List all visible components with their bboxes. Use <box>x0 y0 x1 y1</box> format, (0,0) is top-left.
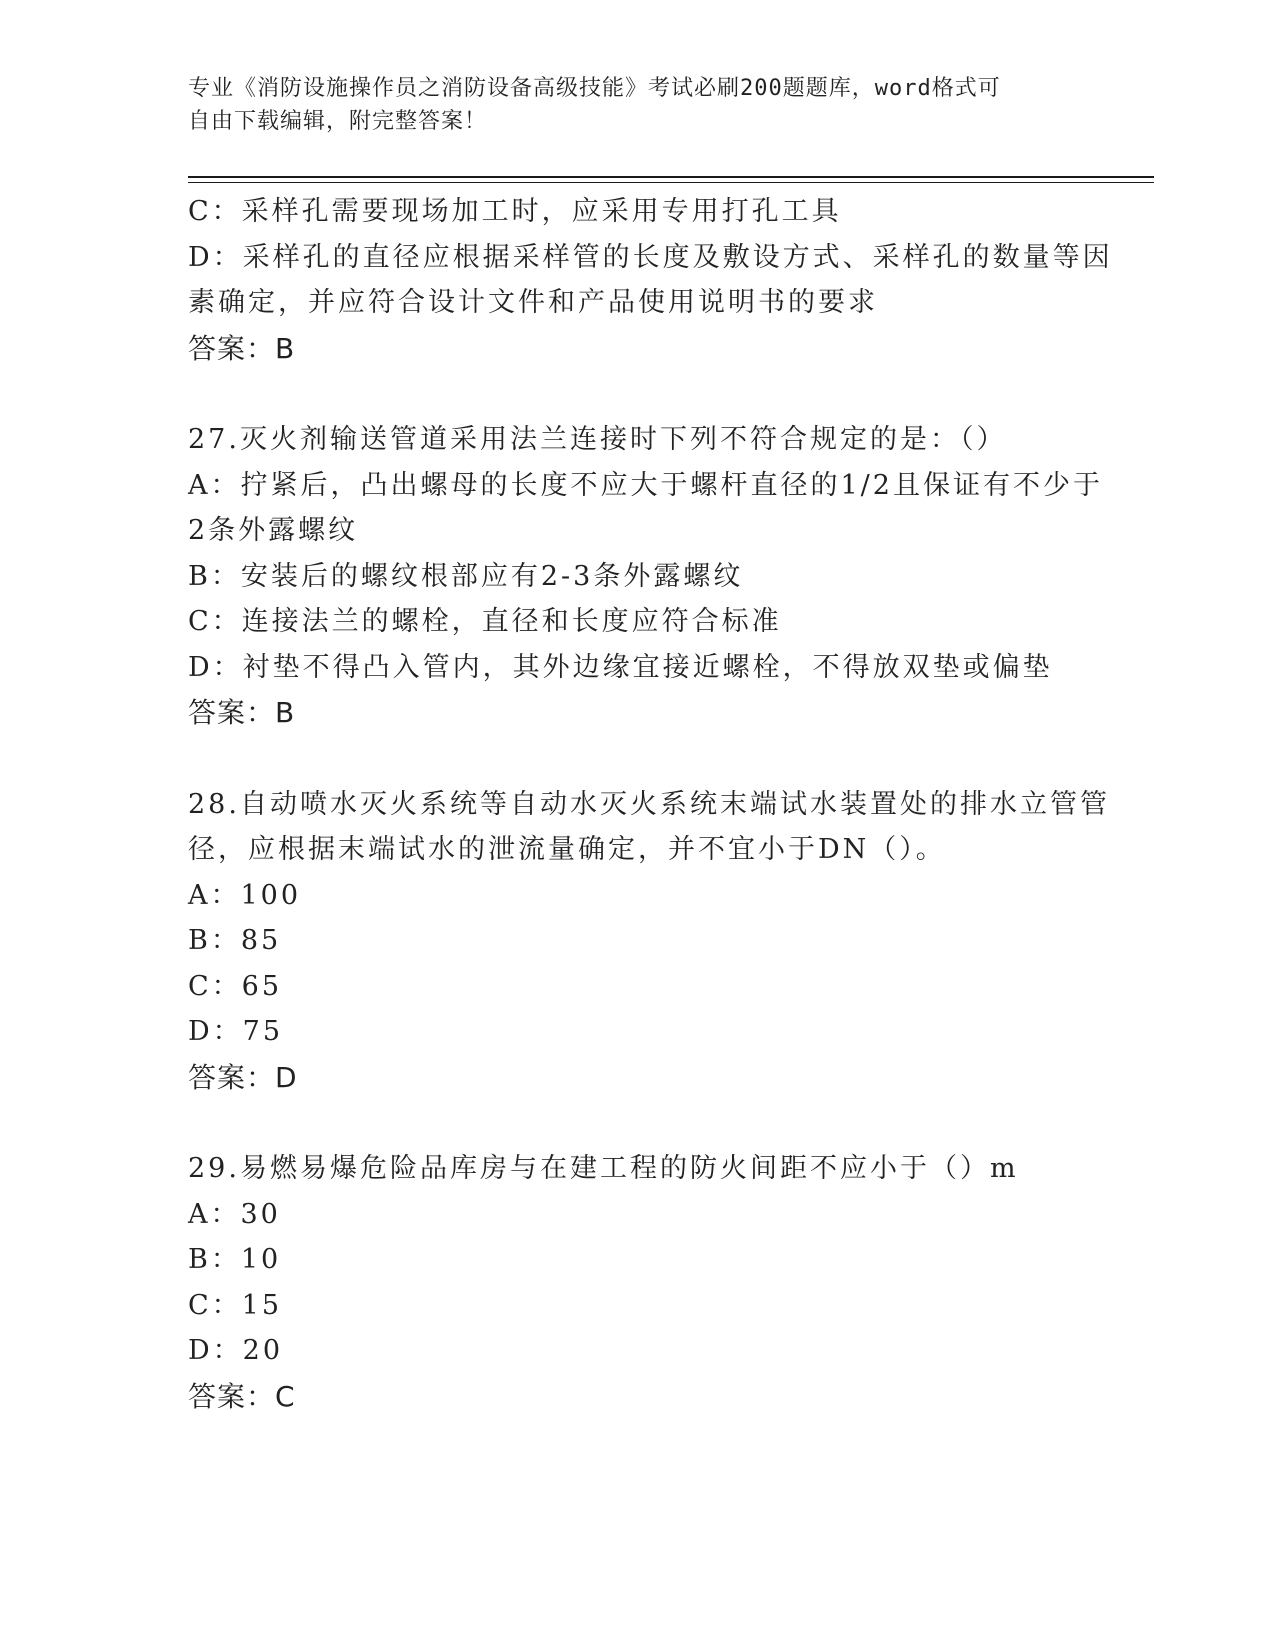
option-d-line-2: 素确定，并应符合设计文件和产品使用说明书的要求 <box>188 287 878 318</box>
option-a: A：100 <box>188 879 302 911</box>
question-stem-line-1: 28.自动喷水灭火系统等自动水灭火系统末端试水装置处的排水立管管 <box>188 788 1110 820</box>
option-a: A：30 <box>188 1198 281 1230</box>
answer: 答案：B <box>188 331 296 365</box>
continued-question <box>188 189 1113 371</box>
option-d: D：75 <box>188 1016 284 1047</box>
question-29 <box>188 1146 1088 1419</box>
question-27 <box>188 417 1103 736</box>
option-b: B：85 <box>188 925 282 956</box>
question-stem: 29.易燃易爆危险品库房与在建工程的防火间距不应小于（）m <box>188 1153 1019 1184</box>
option-d: D：衬垫不得凸入管内，其外边缘宜接近螺栓，不得放双垫或偏垫 <box>188 651 1053 683</box>
answer: 答案：D <box>188 1060 298 1094</box>
header-line-1: 专业《消防设施操作员之消防设备高级技能》考试必刷200题题库，word格式可 <box>188 76 1001 101</box>
question-stem: 27.灭火剂输送管道采用法兰连接时下列不符合规定的是：（） <box>188 424 1007 455</box>
option-c: C：15 <box>188 1289 283 1321</box>
option-a-line-1: A：拧紧后，凸出螺母的长度不应大于螺杆直径的1/2且保证有不少于 <box>188 469 1103 501</box>
header-divider-thin <box>188 182 1154 183</box>
spacer <box>188 371 1088 417</box>
question-28 <box>188 782 1110 1101</box>
option-d-line-1: D：采样孔的直径应根据采样管的长度及敷设方式、采样孔的数量等因 <box>188 241 1113 273</box>
question-content <box>188 189 1113 1419</box>
option-a-line-2: 2条外露螺纹 <box>188 515 359 546</box>
option-b: B：10 <box>188 1244 282 1275</box>
question-stem-line-2: 径，应根据末端试水的泄流量确定，并不宜小于DN（）。 <box>188 834 946 865</box>
answer: 答案：C <box>188 1379 296 1413</box>
option-c: C：连接法兰的螺栓，直径和长度应符合标准 <box>188 606 782 637</box>
header-line-2: 自由下载编辑，附完整答案！ <box>188 109 488 134</box>
answer: 答案：B <box>188 696 296 729</box>
option-c: C：65 <box>188 970 283 1002</box>
spacer <box>188 736 1088 782</box>
option-d: D：20 <box>188 1335 284 1366</box>
option-b: B：安装后的螺纹根部应有2-3条外露螺纹 <box>188 560 744 592</box>
option-c: C：采样孔需要现场加工时，应采用专用打孔工具 <box>188 196 842 227</box>
document-header <box>188 72 1088 138</box>
spacer <box>188 1100 1088 1146</box>
header-divider-thick <box>188 176 1154 178</box>
